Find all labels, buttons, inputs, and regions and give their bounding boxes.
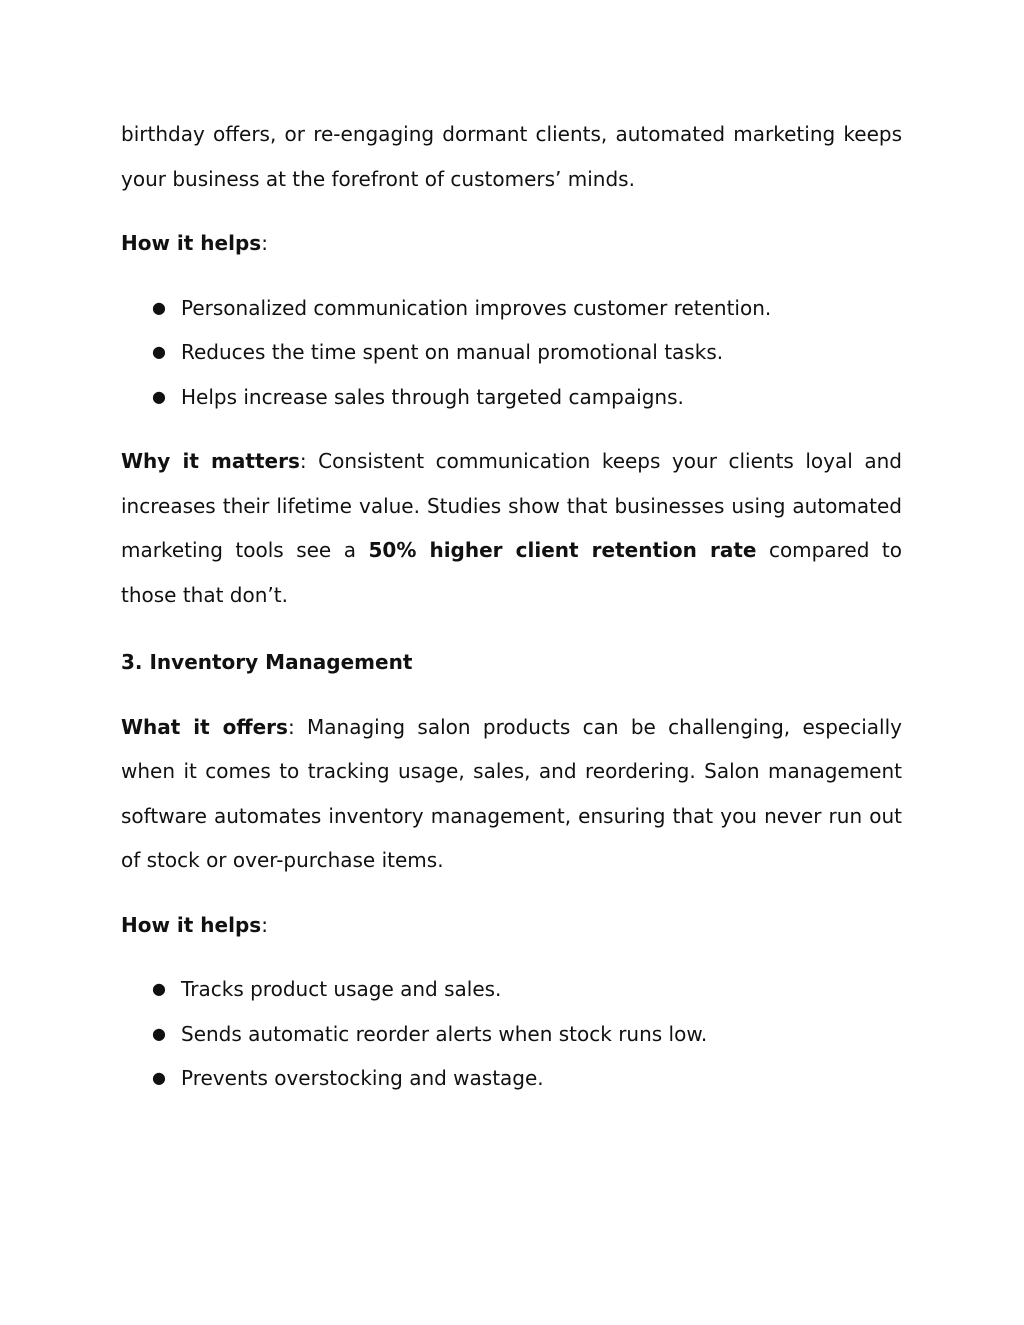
- list-item-text: Sends automatic reorder alerts when stock runs low.: [181, 1021, 708, 1046]
- list-item-text: Prevents overstocking and wastage.: [181, 1066, 544, 1090]
- why-it-matters-paragraph: [121, 439, 902, 617]
- label-colon: :: [261, 912, 268, 937]
- intro-paragraph: birthday offers, or re-engaging dormant clients, automated marketing keeps your business at the forefront of customers’ minds.: [121, 122, 902, 191]
- list-item: [121, 967, 902, 1012]
- benefits-list: [121, 286, 902, 420]
- bullet-icon: ●: [152, 979, 166, 998]
- list-item-text: Personalized communication improves customer retention.: [181, 295, 772, 320]
- how-it-helps-title: How it helps: [121, 231, 262, 255]
- retention-stat: 50% higher client retention rate: [368, 538, 757, 562]
- list-item: [121, 330, 902, 375]
- list-item: [121, 1056, 902, 1101]
- inventory-benefits-list: [121, 967, 902, 1101]
- why-it-matters-text-end: compared to those that don’t.: [121, 538, 902, 607]
- how-it-helps-title: How it helps: [121, 912, 262, 937]
- list-item-text: Helps increase sales through targeted campaigns.: [181, 384, 684, 409]
- list-item-text: Tracks product usage and sales.: [181, 977, 502, 1001]
- why-it-matters-text: : Consistent communication keeps your clients loyal and increases their lifetime value. Studies show that businesses using automated marketing tools see a: [121, 449, 902, 562]
- what-it-offers-paragraph: [121, 705, 902, 883]
- bullet-icon: ●: [152, 297, 166, 317]
- section-heading: 3. Inventory Management: [121, 650, 413, 674]
- bullet-icon: ●: [152, 1023, 166, 1043]
- list-item-text: Reduces the time spent on manual promotional tasks.: [181, 340, 724, 364]
- document-body: [121, 112, 902, 1121]
- why-it-matters-title: Why it matters: [121, 449, 300, 473]
- how-it-helps-label: [121, 903, 902, 948]
- list-item: [121, 286, 902, 331]
- how-it-helps-label: [121, 221, 902, 266]
- list-item: [121, 375, 902, 420]
- bullet-icon: ●: [152, 342, 166, 361]
- label-colon: :: [261, 231, 268, 255]
- what-it-offers-text: : Managing salon products can be challenging, especially when it comes to tracking usage, sales, and reordering. Salon management software automates inventory management, ensuring that you never run out of stock or over-purchase items.: [121, 714, 902, 872]
- bullet-icon: ●: [152, 386, 166, 406]
- bullet-icon: ●: [152, 1068, 166, 1087]
- list-item: [121, 1012, 902, 1057]
- what-it-offers-title: What it offers: [121, 714, 288, 739]
